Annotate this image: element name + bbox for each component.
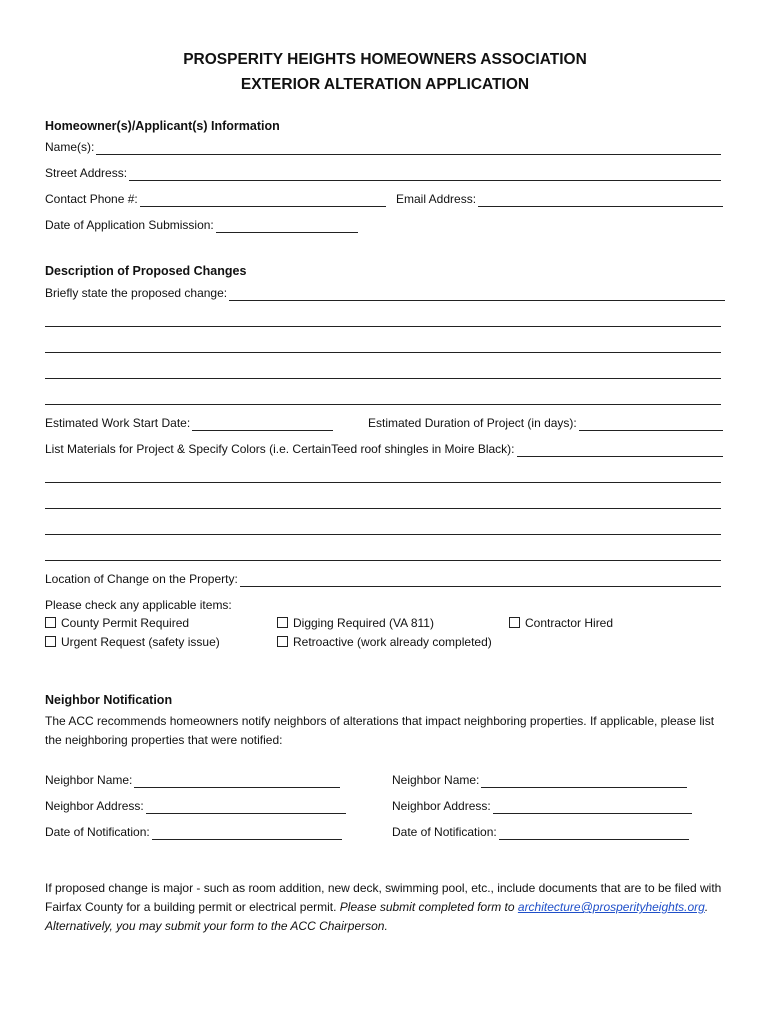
neighbor-name-line[interactable] — [481, 776, 687, 788]
duration-line[interactable] — [579, 419, 723, 431]
street-address-field[interactable] — [45, 166, 721, 181]
neighbor-address-line[interactable] — [493, 802, 692, 814]
neighbor-address-label: Neighbor Address: — [392, 799, 491, 813]
form-title-line2: EXTERIOR ALTERATION APPLICATION — [240, 76, 530, 93]
checkbox-retroactive[interactable] — [277, 635, 492, 650]
checkbox-county-permit[interactable] — [45, 616, 189, 631]
phone-field[interactable] — [45, 192, 386, 207]
neighbor-name-field-right[interactable] — [392, 773, 687, 788]
notification-date-label: Date of Notification: — [45, 825, 150, 839]
names-line[interactable] — [96, 143, 721, 155]
start-date-line[interactable] — [192, 419, 333, 431]
phone-line[interactable] — [140, 195, 386, 207]
street-address-label: Street Address: — [45, 166, 128, 180]
submission-date-field[interactable] — [45, 218, 358, 233]
applicant-section-heading: Homeowner(s)/Applicant(s) Information — [45, 119, 280, 133]
neighbor-address-field-right[interactable] — [392, 799, 692, 814]
neighbor-address-field-left[interactable] — [45, 799, 346, 814]
notification-date-field-left[interactable] — [45, 825, 342, 840]
submission-date-label: Date of Application Submission: — [45, 218, 214, 232]
materials-extra-line[interactable] — [45, 534, 721, 535]
checkbox-icon[interactable] — [277, 617, 288, 628]
neighbor-section-heading: Neighbor Notification — [45, 693, 173, 707]
neighbor-name-label: Neighbor Name: — [392, 773, 480, 787]
neighbor-name-field-left[interactable] — [45, 773, 340, 788]
submission-date-line[interactable] — [216, 221, 358, 233]
neighbor-address-label: Neighbor Address: — [45, 799, 144, 813]
start-date-field[interactable] — [45, 416, 333, 431]
location-field[interactable] — [45, 572, 721, 587]
checkbox-label: Urgent Request (safety issue) — [61, 635, 220, 649]
changes-section-heading: Description of Proposed Changes — [45, 264, 247, 278]
checkbox-label: Retroactive (work already completed) — [293, 635, 492, 649]
checkbox-icon[interactable] — [277, 636, 288, 647]
neighbor-name-line[interactable] — [134, 776, 340, 788]
email-label: Email Address: — [396, 192, 477, 206]
materials-field[interactable] — [45, 442, 723, 457]
checkbox-label: Digging Required (VA 811) — [293, 616, 434, 630]
names-field[interactable] — [45, 140, 721, 155]
footer-text: If proposed change is major - such as room addition, new deck, swimming pool, etc., include documents that are to be filed with Fairfax County for a building permit or electrical permit. — [45, 881, 722, 914]
description-line[interactable] — [45, 378, 721, 379]
neighbor-address-line[interactable] — [146, 802, 346, 814]
checkbox-icon[interactable] — [509, 617, 520, 628]
footer-submit-text: Please submit completed form to — [339, 900, 515, 914]
checkbox-contractor-hired[interactable] — [509, 616, 613, 631]
checkbox-urgent-request[interactable] — [45, 635, 220, 650]
notification-date-line[interactable] — [499, 828, 689, 840]
materials-extra-line[interactable] — [45, 508, 721, 509]
email-line[interactable] — [478, 195, 723, 207]
footer-alternative-text: . Alternatively, you may submit your form to the ACC Chairperson. — [45, 900, 709, 933]
footer-note — [45, 879, 725, 936]
checkbox-label: Contractor Hired — [525, 616, 614, 630]
materials-label: List Materials for Project & Specify Colors (i.e. CertainTeed roof shingles in Moire Black): — [45, 442, 515, 456]
checkbox-icon[interactable] — [45, 636, 56, 647]
start-date-label: Estimated Work Start Date: — [45, 416, 191, 430]
form-title-line1: PROSPERITY HEIGHTS HOMEOWNERS ASSOCIATION — [183, 51, 587, 68]
names-label: Name(s): — [45, 140, 95, 154]
location-line[interactable] — [240, 575, 721, 587]
phone-label: Contact Phone #: — [45, 192, 138, 206]
notification-date-line[interactable] — [152, 828, 342, 840]
description-line[interactable] — [45, 326, 721, 327]
duration-label: Estimated Duration of Project (in days): — [368, 416, 577, 430]
brief-change-label: Briefly state the proposed change: — [45, 286, 228, 300]
materials-extra-line[interactable] — [45, 560, 721, 561]
materials-extra-line[interactable] — [45, 482, 721, 483]
duration-field[interactable] — [368, 416, 723, 431]
neighbor-intro-text: The ACC recommends homeowners notify neighbors of alterations that impact neighboring properties. If applicable, please list the neighboring properties that were notified: — [45, 714, 715, 747]
email-field[interactable] — [396, 192, 723, 207]
description-line[interactable] — [45, 352, 721, 353]
location-label: Location of Change on the Property: — [45, 572, 238, 586]
acc-email-link[interactable]: architecture@prosperityheights.org — [517, 900, 705, 914]
checklist-prompt: Please check any applicable items: — [45, 598, 232, 612]
checkbox-label: County Permit Required — [61, 616, 190, 630]
materials-line[interactable] — [517, 445, 723, 457]
checkbox-digging-required[interactable] — [277, 616, 434, 631]
notification-date-label: Date of Notification: — [392, 825, 497, 839]
brief-change-line[interactable] — [229, 289, 725, 301]
checkbox-icon[interactable] — [45, 617, 56, 628]
neighbor-name-label: Neighbor Name: — [45, 773, 133, 787]
notification-date-field-right[interactable] — [392, 825, 689, 840]
description-line[interactable] — [45, 404, 721, 405]
brief-change-field[interactable] — [45, 286, 725, 301]
street-address-line[interactable] — [129, 169, 721, 181]
